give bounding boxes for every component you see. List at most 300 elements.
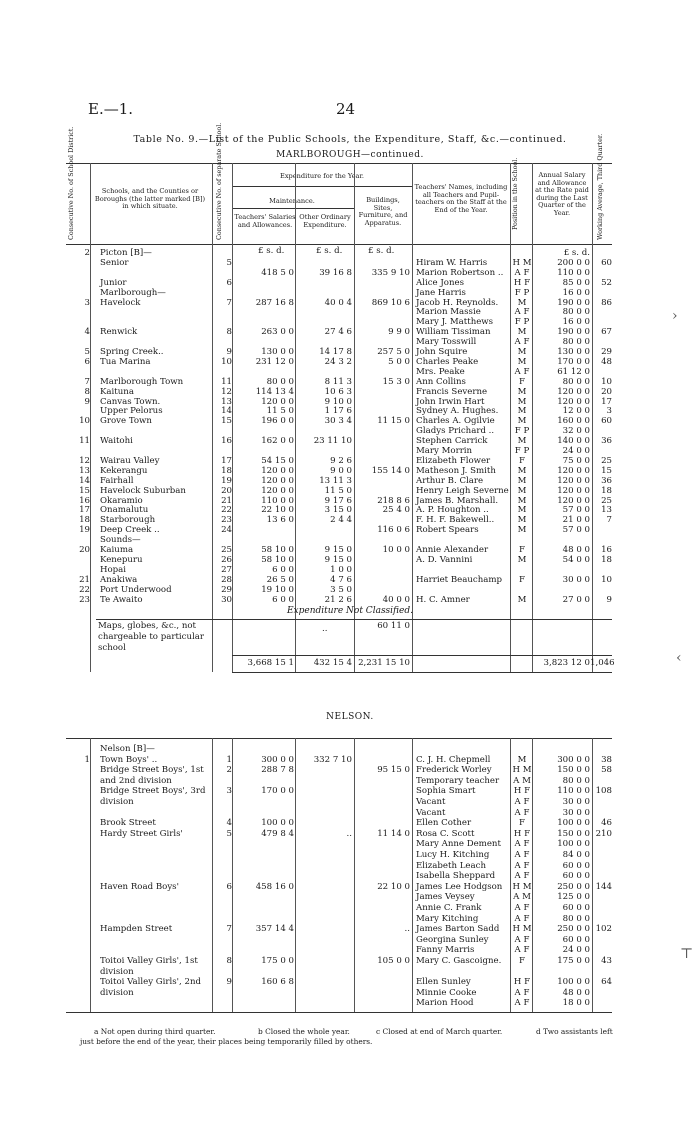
marlborough-row-t: F. H. F. Bakewell..	[416, 515, 495, 526]
marlborough-row-w: 16	[601, 545, 612, 555]
nelson-row-s: division	[100, 987, 134, 998]
marlborough-row-t: Ann Collins	[416, 376, 466, 387]
nelson-row-bld: 11 14 0	[377, 828, 410, 839]
marlborough-row-t: Annie Alexander	[416, 545, 489, 555]
nelson-row-t: Rosa C. Scott	[416, 828, 475, 839]
marlborough-row-bld: 11 15 0	[377, 416, 410, 427]
total-annual: 3,823 12 0	[543, 658, 590, 668]
nelson-row-t: Mary Kitching	[416, 913, 479, 924]
marlborough-row-sal: 54 15 0	[261, 455, 294, 466]
marlborough-row-d: 16	[79, 495, 90, 506]
marlborough-row-w: 18	[601, 485, 612, 496]
marlborough-row-n: 9	[226, 347, 232, 357]
marlborough-row-d: 5	[84, 347, 90, 357]
marlborough-row-bld: 257 5 0	[377, 347, 410, 357]
nelson-row-p: F	[519, 818, 525, 829]
nelson-row-p: H F	[513, 828, 531, 839]
nelson-row-p: A F	[514, 807, 530, 818]
marlborough-row-bld: 15 3 0	[382, 376, 410, 387]
nelson-row-n: 5	[226, 828, 232, 839]
marlborough-row-p: M	[517, 297, 527, 308]
marlborough-row-a: 61 12 0	[557, 366, 590, 377]
marlborough-row-oth: 30 3 4	[324, 416, 352, 427]
total-other: 432 15 4	[313, 658, 352, 668]
marlborough-row-sal: 120 0 0	[261, 396, 294, 407]
marlborough-row-t: Mary Tosswill	[416, 337, 477, 348]
nelson-row-a: 30 0 0	[562, 797, 590, 807]
totals-bottom-rule	[232, 672, 612, 673]
marlborough-row-a: 80 0 0	[562, 337, 590, 348]
marlborough-row-a: 140 0 0	[557, 436, 590, 447]
marlborough-row-oth: 40 0 4	[324, 297, 352, 308]
marlborough-row-s: Te Awaito	[100, 594, 143, 605]
nelson-column-rule	[354, 738, 355, 1012]
nelson-row-t: Mary Anne Dement	[416, 839, 501, 850]
marlborough-row-s: Kenepuru	[100, 554, 143, 565]
marlborough-row-oth: 9 10 0	[324, 396, 352, 407]
nelson-row-n: 4	[226, 818, 232, 829]
marlborough-row-t: Charles Peake	[416, 356, 479, 367]
margin-mark: ⊤	[680, 946, 694, 962]
marlborough-row-a: 200 0 0	[557, 257, 590, 268]
marlborough-row-oth: 1 17 6	[324, 406, 352, 417]
marlborough-row-w: 7	[606, 515, 612, 526]
marlborough-row-t: Arthur B. Clare	[416, 475, 484, 486]
nelson-row-w: 64	[601, 977, 612, 988]
maps-buildings: 60 11 0	[377, 621, 410, 631]
nelson-row-w: 38	[601, 754, 612, 765]
nelson-row-a: 24 0 0	[562, 945, 590, 956]
marlborough-row-w: 13	[601, 505, 612, 516]
header-teachers-salaries: Teachers' Salaries and Allowances.	[234, 213, 296, 229]
marlborough-row-p: M	[517, 327, 527, 338]
marlborough-row-a: 80 0 0	[562, 376, 590, 387]
marlborough-row-s: Sounds—	[100, 535, 141, 546]
maintenance-rule	[232, 208, 354, 209]
marlborough-row-bld: 869 10 6	[371, 297, 410, 308]
marlborough-column-rule	[90, 163, 91, 672]
marlborough-row-oth: 4 7 6	[330, 574, 352, 585]
nelson-row-a: 125 0 0	[557, 892, 590, 903]
footnote-c: c Closed at end of March quarter.	[376, 1027, 503, 1036]
nelson-row-a: 150 0 0	[557, 828, 590, 839]
nelson-row-sal: 479 8 4	[261, 828, 294, 839]
marlborough-row-p: H M	[512, 257, 532, 268]
nelson-row-t: James Lee Hodgson	[416, 881, 503, 892]
nelson-row-p: F	[519, 956, 525, 966]
lsd-other: £ s. d.	[316, 246, 343, 256]
marlborough-row-t: Marion Robertson ..	[416, 267, 504, 278]
marlborough-row-w: 67	[601, 327, 612, 338]
maps-top-rule	[96, 619, 612, 620]
marlborough-row-s: Wairau Valley	[100, 455, 160, 466]
marlborough-row-sal: 19 10 0	[261, 584, 294, 595]
marlborough-row-oth: 9 17 6	[324, 495, 352, 506]
marlborough-row-p: M	[517, 554, 527, 565]
nelson-row-s: Hampden Street	[100, 924, 173, 935]
marlborough-row-t: Mrs. Peake	[416, 366, 465, 377]
marlborough-row-t: Jacob H. Reynolds.	[416, 297, 499, 308]
marlborough-row-bld: 10 0 0	[382, 545, 410, 555]
nelson-row-w: 144	[595, 881, 612, 892]
marlborough-row-oth: 11 5 0	[324, 485, 352, 496]
nelson-row-w: 210	[595, 828, 612, 839]
nelson-row-t: James Barton Sadd	[416, 924, 500, 935]
nelson-row-s: Brook Street	[100, 818, 156, 829]
nelson-row-t: Marion Hood	[416, 998, 474, 1009]
region-title-nelson: NELSON.	[326, 712, 374, 722]
marlborough-row-n: 7	[226, 297, 232, 308]
marlborough-row-s: Starborough	[100, 515, 156, 526]
marlborough-row-t: Henry Leigh Severne	[416, 485, 509, 496]
marlborough-row-t: John Irwin Hart	[416, 396, 485, 407]
marlborough-row-t: Sydney A. Hughes.	[416, 406, 499, 417]
section-code: E.—1.	[88, 100, 134, 118]
marlborough-row-w: 10	[601, 574, 612, 585]
marlborough-row-t: Jane Harris	[416, 287, 466, 298]
maps-line-3: school	[98, 643, 126, 653]
marlborough-row-sal: 6 0 0	[272, 564, 294, 575]
nelson-row-p: H M	[512, 924, 532, 935]
marlborough-row-a: 16 0 0	[562, 317, 590, 328]
marlborough-row-n: 26	[221, 554, 232, 565]
marlborough-row-a: 170 0 0	[557, 356, 590, 367]
nelson-bottom-rule	[66, 1012, 612, 1013]
nelson-column-rule	[232, 738, 233, 1012]
marlborough-row-oth: 24 3 2	[324, 356, 352, 367]
nelson-row-a: 250 0 0	[557, 881, 590, 892]
marlborough-column-rule	[532, 163, 533, 672]
table-top-rule	[66, 163, 612, 164]
total-buildings: 2,231 15 10	[358, 658, 410, 668]
marlborough-row-s: Port Underwood	[100, 584, 172, 595]
marlborough-row-s: Kaituna	[100, 386, 134, 397]
nelson-row-p: H M	[512, 881, 532, 892]
marlborough-row-n: 27	[221, 564, 232, 575]
nelson-row-s: division	[100, 966, 134, 977]
marlborough-row-n: 12	[221, 386, 232, 397]
nelson-row-t: Sophia Smart	[416, 786, 476, 797]
marlborough-row-a: 12 0 0	[562, 406, 590, 417]
marlborough-row-t: Matheson J. Smith	[416, 465, 496, 476]
nelson-column-rule	[592, 738, 593, 1012]
marlborough-row-n: 13	[221, 396, 232, 407]
header-expenditure: Expenditure for the Year.	[280, 172, 364, 180]
marlborough-row-a: 57 0 0	[562, 505, 590, 516]
nelson-row-sal: 357 14 4	[255, 924, 294, 935]
marlborough-row-oth: 14 17 8	[319, 347, 352, 357]
nelson-row-a: 80 0 0	[562, 913, 590, 924]
marlborough-row-n: 16	[221, 436, 232, 447]
nelson-row-w: 108	[595, 786, 612, 797]
nelson-row-t: James Veysey	[416, 892, 475, 903]
nelson-row-p: A M	[513, 775, 531, 786]
marlborough-row-d: 19	[79, 525, 90, 536]
marlborough-row-oth: 23 11 10	[313, 436, 352, 447]
marlborough-row-p: F	[519, 574, 525, 585]
marlborough-row-p: F	[519, 545, 525, 555]
marlborough-row-a: 120 0 0	[557, 495, 590, 506]
marlborough-row-s: Senior	[100, 257, 129, 268]
nelson-row-p: A F	[514, 839, 530, 850]
marlborough-row-p: F P	[514, 287, 530, 298]
marlborough-row-a: 30 0 0	[562, 574, 590, 585]
marlborough-row-p: A F	[514, 337, 530, 348]
marlborough-row-sal: 196 0 0	[261, 416, 294, 427]
marlborough-row-s: Spring Creek..	[100, 347, 164, 357]
marlborough-row-t: Elizabeth Flower	[416, 455, 491, 466]
nelson-row-s: Toitoi Valley Girls', 2nd	[100, 977, 202, 988]
marlborough-row-sal: 418 5 0	[261, 267, 294, 278]
header-position: Position in the School.	[511, 157, 519, 230]
nelson-row-s: Hardy Street Girls'	[100, 828, 183, 839]
marlborough-row-n: 22	[221, 505, 232, 516]
nelson-column-rule	[295, 738, 296, 1012]
nelson-row-a: 60 0 0	[562, 903, 590, 913]
marlborough-row-n: 23	[221, 515, 232, 526]
nelson-row-t: Temporary teacher	[416, 775, 500, 786]
marlborough-row-oth: 9 15 0	[324, 554, 352, 565]
margin-mark: ‹	[676, 650, 682, 666]
nelson-row-t: Fanny Marris	[416, 945, 475, 956]
marlborough-row-t: Alice Jones	[416, 277, 464, 288]
nelson-row-a: 300 0 0	[557, 754, 590, 765]
marlborough-row-s: Hopai	[100, 564, 127, 575]
marlborough-row-sal: 6 0 0	[272, 594, 294, 605]
marlborough-row-sal: 130 0 0	[261, 347, 294, 357]
marlborough-row-d: 9	[84, 396, 90, 407]
marlborough-row-oth: 9 15 0	[324, 545, 352, 555]
nelson-row-a: 80 0 0	[562, 775, 590, 786]
marlborough-row-w: 86	[601, 297, 612, 308]
marlborough-row-p: M	[517, 515, 527, 526]
expenditure-rule	[232, 186, 412, 187]
marlborough-row-t: Mary J. Matthews	[416, 317, 494, 328]
marlborough-row-oth: 21 2 6	[324, 594, 352, 605]
marlborough-row-sal: 263 0 0	[261, 327, 294, 338]
marlborough-row-w: 3	[606, 406, 612, 417]
nelson-row-n: 7	[226, 924, 232, 935]
marlborough-row-p: M	[517, 465, 527, 476]
marlborough-row-p: F	[519, 455, 525, 466]
marlborough-row-n: 6	[226, 277, 232, 288]
marlborough-row-a: 190 0 0	[557, 297, 590, 308]
marlborough-row-s: Anakiwa	[100, 574, 138, 585]
marlborough-row-bld: 218 8 6	[377, 495, 410, 506]
total-working-average: 1,046	[590, 658, 615, 668]
marlborough-row-d: 12	[79, 455, 90, 466]
marlborough-row-a: 190 0 0	[557, 327, 590, 338]
marlborough-row-p: M	[517, 594, 527, 605]
marlborough-row-d: 21	[79, 574, 90, 585]
nelson-row-p: A F	[514, 913, 530, 924]
marlborough-row-n: 15	[221, 416, 232, 427]
nelson-row-bld: 105 0 0	[377, 956, 410, 966]
nelson-row-t: Minnie Cooke	[416, 987, 477, 998]
marlborough-row-sal: 120 0 0	[261, 485, 294, 496]
marlborough-row-t: Gladys Prichard ..	[416, 426, 495, 437]
marlborough-row-n: 11	[221, 376, 232, 387]
header-schools: Schools, and the Counties or Boroughs (the latter marked [B]) in which situate.	[94, 187, 206, 210]
marlborough-row-sal: 11 5 0	[266, 406, 294, 417]
nelson-row-a: 48 0 0	[562, 987, 590, 998]
nelson-row-n: 8	[226, 956, 232, 966]
marlborough-row-s: Upper Pelorus	[100, 406, 163, 417]
marlborough-row-sal: 26 5 0	[266, 574, 294, 585]
nelson-row-n: 9	[226, 977, 232, 988]
footnote-continuation: just before the end of the year, their places being temporarily filled by others.	[80, 1037, 373, 1046]
marlborough-row-d: 7	[84, 376, 90, 387]
maps-line-1: Maps, globes, &c., not	[98, 621, 197, 631]
nelson-row-p: A F	[514, 987, 530, 998]
nelson-row-a: 30 0 0	[562, 807, 590, 818]
marlborough-row-sal: 58 10 0	[261, 554, 294, 565]
marlborough-row-oth: 8 11 3	[324, 376, 352, 387]
marlborough-row-s: Junior	[100, 277, 127, 288]
marlborough-row-d: 2	[84, 248, 90, 258]
marlborough-row-n: 17	[221, 455, 232, 466]
nelson-row-t: Lucy H. Kitching	[416, 850, 490, 860]
header-buildings: Buildings, Sites, Furniture, and Apparatus.	[358, 196, 408, 227]
footnote-d: d Two assistants left	[536, 1027, 613, 1036]
marlborough-row-a: £ s. d.	[563, 248, 590, 258]
nelson-row-a: 18 0 0	[562, 998, 590, 1009]
nelson-row-sal: 288 7 8	[261, 765, 294, 776]
marlborough-row-a: 120 0 0	[557, 475, 590, 486]
nelson-row-a: 110 0 0	[557, 786, 590, 797]
marlborough-row-s: Tua Marina	[100, 356, 151, 367]
marlborough-row-s: Havelock	[100, 297, 141, 308]
marlborough-row-s: Waitohi	[100, 436, 133, 447]
marlborough-row-oth: 1 0 0	[330, 564, 352, 575]
marlborough-row-sal: 287 16 8	[255, 297, 294, 308]
nelson-row-t: Ellen Cother	[416, 818, 472, 829]
marlborough-row-s: Picton [B]—	[100, 248, 152, 258]
marlborough-row-n: 28	[221, 574, 232, 585]
marlborough-row-bld: 40 0 0	[382, 594, 410, 605]
marlborough-row-p: M	[517, 485, 527, 496]
nelson-row-w: 58	[601, 765, 612, 776]
table-title: Table No. 9.—List of the Public Schools, the Expenditure, Staff, &c.—continued.	[133, 134, 567, 145]
nelson-row-sal: 175 0 0	[261, 956, 294, 966]
marlborough-row-t: James B. Marshall.	[416, 495, 499, 506]
nelson-row-sal: 458 16 0	[255, 881, 294, 892]
marlborough-row-bld: 5 0 0	[388, 356, 410, 367]
nelson-row-n: 1	[226, 754, 232, 765]
nelson-top-rule	[66, 738, 612, 739]
marlborough-row-oth: 39 16 8	[319, 267, 352, 278]
nelson-row-s: Town Boys' ..	[100, 754, 158, 765]
nelson-row-oth: ..	[346, 828, 352, 839]
marlborough-column-rule	[412, 163, 413, 672]
marlborough-row-n: 10	[221, 356, 232, 367]
not-classified-heading: Expenditure Not Classified.	[286, 606, 414, 616]
nelson-row-w: 43	[601, 956, 612, 966]
nelson-row-sal: 300 0 0	[261, 754, 294, 765]
marlborough-row-t: A. P. Houghton ..	[416, 505, 489, 516]
marlborough-row-sal: 58 10 0	[261, 545, 294, 555]
marlborough-row-n: 5	[226, 257, 232, 268]
marlborough-row-d: 13	[79, 465, 90, 476]
marlborough-row-a: 120 0 0	[557, 485, 590, 496]
marlborough-row-a: 48 0 0	[562, 545, 590, 555]
marlborough-row-bld: 155 14 0	[371, 465, 410, 476]
marlborough-row-oth: 10 6 3	[324, 386, 352, 397]
marlborough-row-p: M	[517, 416, 527, 427]
marlborough-row-oth: 13 11 3	[319, 475, 352, 486]
marlborough-row-a: 120 0 0	[557, 465, 590, 476]
marlborough-row-p: M	[517, 475, 527, 486]
marlborough-row-w: 10	[601, 376, 612, 387]
nelson-row-n: 2	[226, 765, 232, 776]
marlborough-row-a: 54 0 0	[562, 554, 590, 565]
marlborough-row-sal: 162 0 0	[261, 436, 294, 447]
nelson-column-rule	[90, 738, 91, 1012]
marlborough-row-s: Renwick	[100, 327, 138, 338]
marlborough-row-a: 85 0 0	[562, 277, 590, 288]
marlborough-row-sal: 110 0 0	[261, 495, 294, 506]
nelson-row-sal: 170 0 0	[261, 786, 294, 797]
marlborough-row-oth: 3 15 0	[324, 505, 352, 516]
marlborough-row-n: 24	[221, 525, 232, 536]
footnote-a: a Not open during third quarter.	[94, 1027, 216, 1036]
marlborough-row-d: 15	[79, 485, 90, 496]
marlborough-row-d: 22	[79, 584, 90, 595]
marlborough-row-a: 160 0 0	[557, 416, 590, 427]
nelson-row-t: Isabella Sheppard	[416, 871, 496, 882]
marlborough-row-p: M	[517, 347, 527, 357]
marlborough-row-t: Francis Severne	[416, 386, 488, 397]
nelson-row-p: A F	[514, 850, 530, 860]
marlborough-row-s: Marlborough—	[100, 287, 166, 298]
nelson-row-d: 1	[84, 754, 90, 765]
total-salaries: 3,668 15 1	[247, 658, 294, 668]
marlborough-row-s: Deep Creek ..	[100, 525, 160, 536]
marlborough-row-p: A F	[514, 366, 530, 377]
marlborough-row-a: 21 0 0	[562, 515, 590, 526]
marlborough-row-a: 24 0 0	[562, 446, 590, 456]
marlborough-row-d: 4	[84, 327, 90, 338]
marlborough-row-oth: 3 5 0	[330, 584, 352, 595]
marlborough-row-w: 36	[601, 436, 612, 447]
marlborough-row-s: Kaiuma	[100, 545, 134, 555]
marlborough-row-w: 36	[601, 475, 612, 486]
nelson-row-p: A F	[514, 998, 530, 1009]
marlborough-row-s: Havelock Suburban	[100, 485, 186, 496]
nelson-row-p: M	[517, 754, 527, 765]
nelson-row-p: A F	[514, 945, 530, 956]
marlborough-row-p: H F	[513, 277, 531, 288]
marlborough-row-n: 19	[221, 475, 232, 486]
nelson-row-a: 175 0 0	[557, 956, 590, 966]
marlborough-row-a: 110 0 0	[557, 267, 590, 278]
marlborough-row-bld: 25 4 0	[382, 505, 410, 516]
marlborough-row-w: 48	[601, 356, 612, 367]
nelson-row-p: A F	[514, 797, 530, 807]
nelson-row-p: A F	[514, 871, 530, 882]
nelson-row-s: and 2nd division	[100, 775, 172, 786]
footnote-b: b Closed the whole year.	[258, 1027, 350, 1036]
header-teachers-names: Teachers' Names, including all Teachers and Pupil-teachers on the Staff at the End of the Year.	[414, 183, 508, 214]
marlborough-row-oth: 9 2 6	[330, 455, 352, 466]
marlborough-row-s: Kekerangu	[100, 465, 148, 476]
marlborough-row-a: 120 0 0	[557, 386, 590, 397]
nelson-row-t: Frederick Worley	[416, 765, 492, 776]
header-other-ordinary: Other Ordinary Expenditure.	[299, 213, 351, 229]
nelson-row-a: 60 0 0	[562, 934, 590, 945]
marlborough-column-rule	[232, 163, 233, 672]
nelson-row-oth: 332 7 10	[313, 754, 352, 765]
